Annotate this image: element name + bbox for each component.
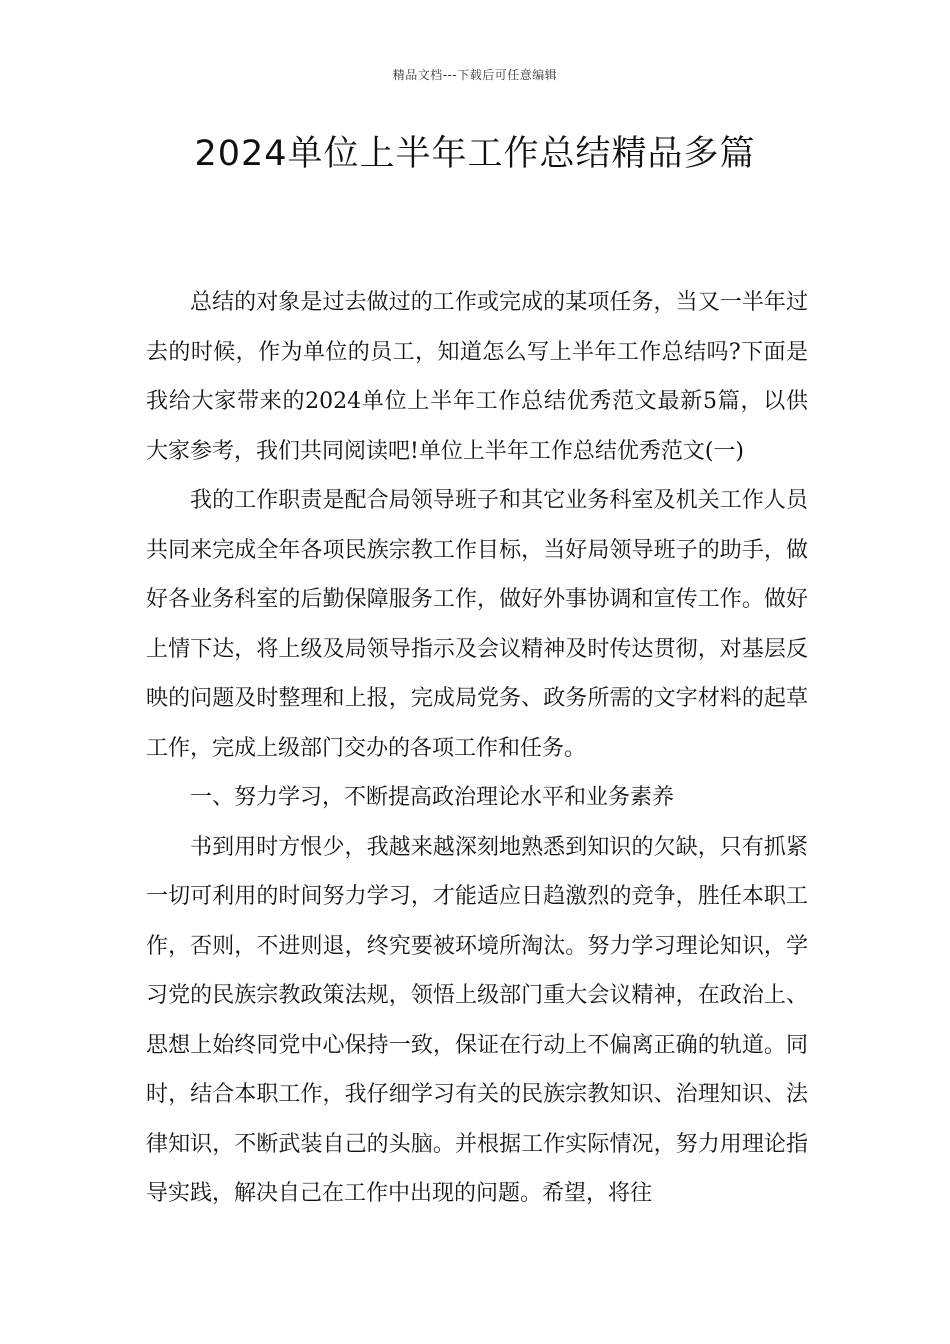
paragraph-duties: 我的工作职责是配合局领导班子和其它业务科室及机关工作人员共同来完成全年各项民族宗教工作目标，当好局领导班子的助手，做好各业务科室的后勤保障服务工作，做好外事协调和宣传工作。做好上情下达，将上级及局领导指示及会议精神及时传达贯彻，对基层反映的问题及时整理和上报，完成局党务、政务所需的文字材料的起草工作，完成上级部门交办的各项工作和任务。 xyxy=(146,488,808,761)
document-title: 2024单位上半年工作总结精品多篇 xyxy=(194,134,756,174)
paragraph-study: 书到用时方恨少，我越来越深刻地熟悉到知识的欠缺，只有抓紧一切可利用的时间努力学习，才能适应日趋激烈的竞争，胜任本职工作，否则，不进则退，终究要被环境所淘汰。努力学习理论知识，学习党的民族宗教政策法规，领悟上级部门重大会议精神，在政治上、思想上始终同党中心保持一致，保证在行动上不偏离正确的轨道。同时，结合本职工作，我仔细学习有关的民族宗教知识、治理知识、法律知识，不断武装自己的头脑。并根据工作实际情况，努力用理论指导实践，解决自己在工作中出现的问题。希望，将往 xyxy=(146,834,808,1206)
document-body xyxy=(146,278,808,1219)
header-note: 精品文档---下载后可任意编辑 xyxy=(392,68,558,82)
paragraph-intro: 总结的对象是过去做过的工作或完成的某项任务，当又一半年过去的时候，作为单位的员工，知道怎么写上半年工作总结吗?下面是我给大家带来的2024单位上半年工作总结优秀范文最新5篇，以供大家参考，我们共同阅读吧!单位上半年工作总结优秀范文(一) xyxy=(146,290,808,464)
section-heading: 一、努力学习，不断提高政治理论水平和业务素养 xyxy=(190,785,675,810)
